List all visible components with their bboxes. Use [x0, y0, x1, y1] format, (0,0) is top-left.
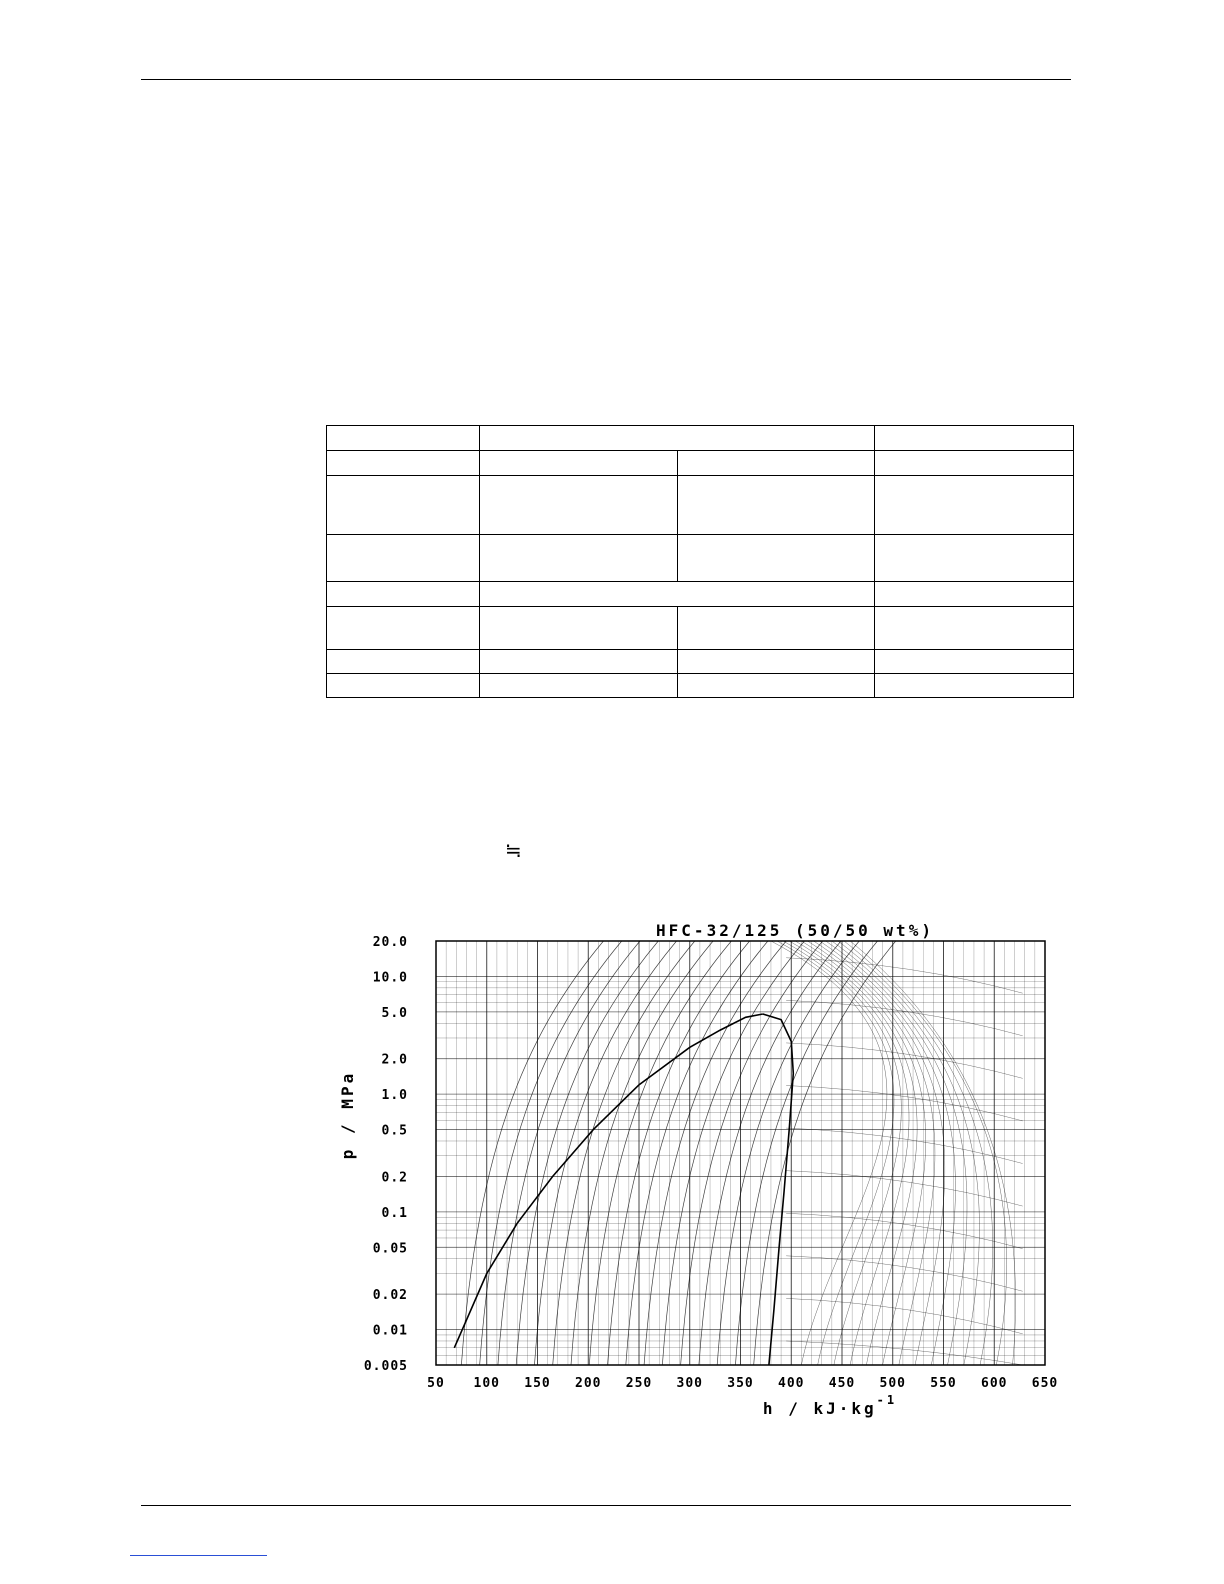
- table-cell: [875, 451, 1074, 476]
- x-tick-label: 50: [427, 1376, 445, 1391]
- table-cell: [875, 607, 1074, 650]
- table-row: [327, 426, 1074, 451]
- isotherm-curve: [850, 941, 1015, 1365]
- isentrope-curve: [717, 941, 859, 1365]
- y-tick-label: 0.2: [381, 1170, 408, 1186]
- isentrope-curve: [571, 941, 713, 1365]
- x-tick-label: 600: [981, 1376, 1008, 1391]
- table-cell: [677, 650, 875, 674]
- x-tick-label: 350: [727, 1376, 754, 1391]
- table-cell: [875, 476, 1074, 535]
- table-cell: [677, 451, 875, 476]
- x-axis-label: [763, 1393, 897, 1418]
- footnote-separator: [130, 1555, 267, 1556]
- isentrope-curve: [461, 941, 603, 1365]
- x-tick-label: 550: [930, 1376, 957, 1391]
- isotherm-curve: [838, 941, 993, 1365]
- table-row: [327, 674, 1074, 698]
- isentrope-curve: [534, 941, 676, 1365]
- isentrope-curve: [480, 941, 622, 1365]
- table-cell: [479, 426, 874, 451]
- table-cell: [875, 582, 1074, 607]
- table-cell: [327, 451, 480, 476]
- properties-table: [326, 425, 1074, 698]
- footer-rule: [141, 1505, 1071, 1506]
- y-tick-label: 2.0: [381, 1052, 408, 1068]
- table-cell: [327, 476, 480, 535]
- isotherm-curve: [771, 941, 887, 1365]
- table-cell: [677, 607, 875, 650]
- x-tick-label: 200: [575, 1376, 602, 1391]
- table-cell: [479, 535, 677, 582]
- y-tick-label: 0.5: [381, 1123, 408, 1139]
- table-cell: [875, 426, 1074, 451]
- table-row: [327, 607, 1074, 650]
- table-cell: [677, 535, 875, 582]
- table-cell: [875, 650, 1074, 674]
- table-cell: [875, 674, 1074, 698]
- table-cell: [875, 535, 1074, 582]
- y-tick-label: 5.0: [381, 1005, 408, 1021]
- table-cell: [327, 426, 480, 451]
- table-cell: [677, 476, 875, 535]
- y-axis-label: p / MPa: [338, 1070, 357, 1160]
- ph-diagram-chart: [325, 915, 1065, 1425]
- chart-title: HFC-32/125 (50/50 wt%): [656, 921, 934, 940]
- y-tick-labels: [364, 935, 408, 1374]
- x-tick-label: 650: [1031, 1376, 1059, 1391]
- x-tick-label: 250: [625, 1376, 653, 1391]
- x-tick-label: 500: [879, 1376, 906, 1391]
- isentrope-curve: [626, 941, 768, 1365]
- x-tick-label: 450: [828, 1376, 856, 1391]
- isentrope-curve: [735, 941, 877, 1365]
- y-tick-label: 0.02: [372, 1288, 408, 1304]
- table-cell: [479, 607, 677, 650]
- approx-equal-symbol: ≒: [505, 838, 522, 862]
- table-row: [327, 476, 1074, 535]
- table-cell: [479, 650, 677, 674]
- x-tick-labels: [427, 1376, 1058, 1391]
- table-row: [327, 535, 1074, 582]
- table-row: [327, 451, 1074, 476]
- chart-series: [454, 1014, 793, 1365]
- x-axis-label-main: h / kJ·kg: [762, 1399, 877, 1418]
- chart-isotherms: [461, 941, 1022, 1365]
- table-cell: [327, 535, 480, 582]
- x-tick-label: 150: [524, 1376, 551, 1391]
- y-tick-label: 0.01: [372, 1323, 408, 1339]
- y-tick-label: 1.0: [381, 1088, 408, 1104]
- x-tick-label: 400: [778, 1376, 805, 1391]
- table-cell: [479, 674, 677, 698]
- table-cell: [479, 451, 677, 476]
- y-tick-label: 10.0: [372, 970, 408, 986]
- table-cell: [327, 650, 480, 674]
- y-tick-label: 0.005: [363, 1359, 408, 1374]
- x-axis-label-exponent: -1: [876, 1393, 898, 1407]
- header-rule: [141, 79, 1071, 80]
- table-cell: [327, 674, 480, 698]
- table-cell: [479, 476, 677, 535]
- y-tick-label: 0.1: [381, 1205, 408, 1221]
- table-row: [327, 582, 1074, 607]
- table-row: [327, 650, 1074, 674]
- table-cell: [677, 674, 875, 698]
- y-tick-label: 0.05: [372, 1241, 408, 1257]
- isentrope-curve: [644, 941, 786, 1365]
- x-tick-label: 300: [676, 1376, 703, 1391]
- y-tick-label: 20.0: [372, 935, 408, 950]
- isentrope-curve: [662, 941, 804, 1365]
- isotherm-curve: [832, 941, 980, 1365]
- table-cell: [327, 607, 480, 650]
- table-cell: [479, 582, 874, 607]
- x-tick-label: 100: [473, 1376, 500, 1391]
- table-cell: [327, 582, 480, 607]
